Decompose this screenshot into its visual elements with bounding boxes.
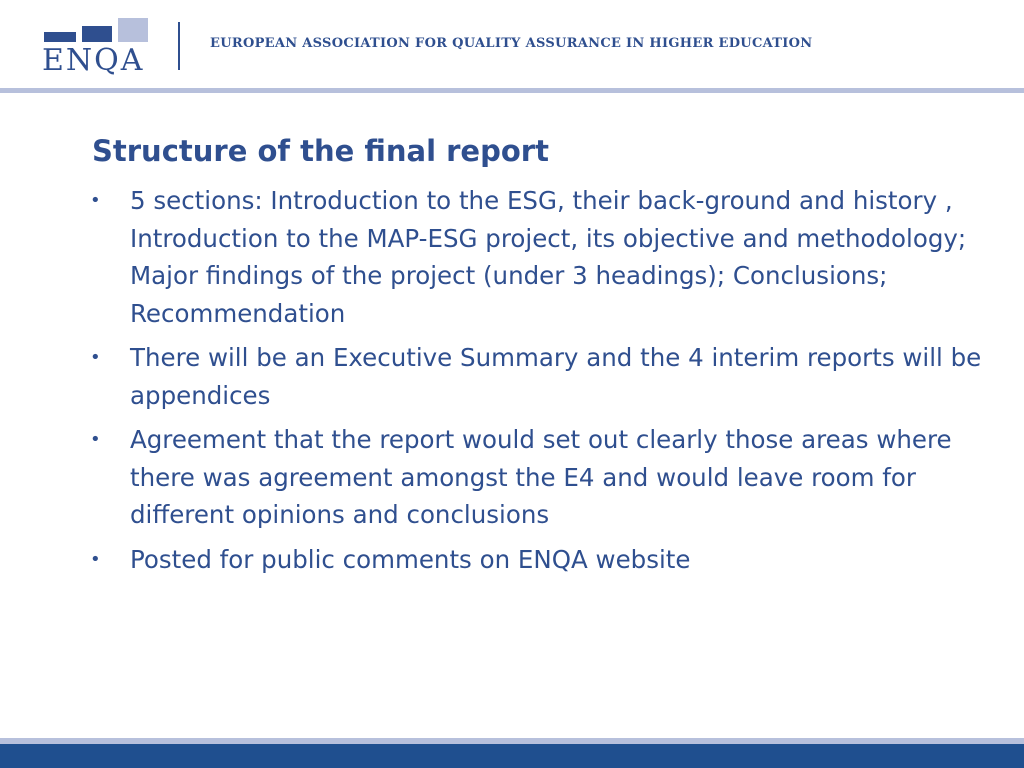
header-rule	[0, 88, 1024, 93]
logo-square-3	[118, 18, 148, 42]
bullet-icon: •	[90, 347, 101, 368]
bullet-item	[90, 339, 1016, 414]
footer-bar	[0, 744, 1024, 768]
bullet-text: Agreement that the report would set out clearly those areas where there was agreement amongst the E4 and would leave room for different opinions and conclusions	[130, 425, 952, 529]
organization-name: EUROPEAN ASSOCIATION FOR QUALITY ASSURANCE IN HIGHER EDUCATION	[210, 36, 813, 51]
bullet-text: There will be an Executive Summary and the 4 interim reports will be appendices	[130, 343, 982, 410]
bullet-item	[90, 541, 1016, 579]
bullet-list	[90, 182, 1016, 585]
enqa-logo	[40, 18, 150, 78]
bullet-icon: •	[90, 429, 101, 450]
logo-square-1	[44, 32, 76, 42]
logo-text: ENQA	[42, 43, 145, 78]
bullet-item	[90, 421, 1016, 534]
bullet-icon: •	[90, 190, 101, 211]
logo-squares-icon	[44, 18, 154, 42]
bullet-text: 5 sections: Introduction to the ESG, their back-ground and history , Introduction to the MAP-ESG project, its objective and methodology; Major findings of the project (under 3 headings); Conclusions; Recommendation	[130, 186, 967, 328]
bullet-item	[90, 182, 1016, 332]
bullet-text: Posted for public comments on ENQA website	[130, 544, 691, 574]
bullet-icon: •	[90, 548, 101, 570]
slide-title: Structure of the final report	[92, 134, 549, 168]
header-divider	[178, 22, 180, 70]
logo-square-2	[82, 26, 112, 42]
